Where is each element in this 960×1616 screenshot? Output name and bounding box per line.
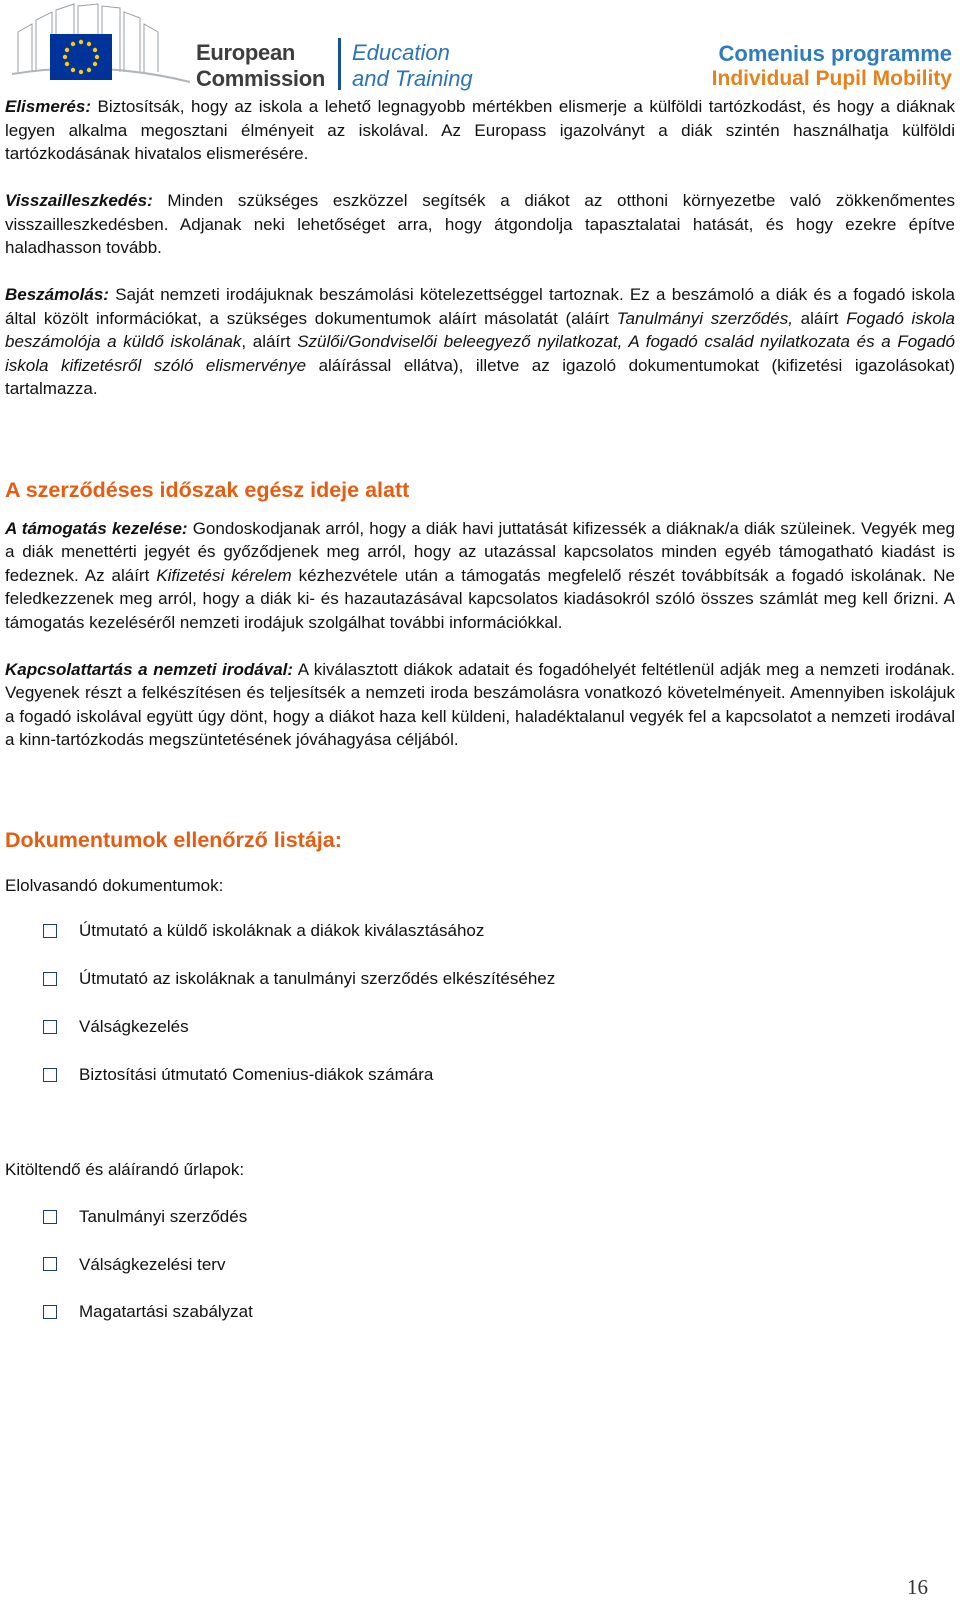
programme-title: Comenius programme bbox=[718, 41, 952, 66]
checkbox-icon[interactable] bbox=[43, 1068, 57, 1082]
checklist-item[interactable]: Válságkezelés bbox=[5, 1015, 955, 1039]
checklist-item[interactable]: Útmutató a küldő iskoláknak a diákok kiválasztásához bbox=[5, 919, 955, 943]
section-title-checklist: Dokumentumok ellenőrző listája: bbox=[5, 827, 342, 852]
header-divider bbox=[338, 38, 341, 90]
checkbox-icon[interactable] bbox=[43, 1305, 57, 1319]
checklist-item[interactable]: Magatartási szabályzat bbox=[5, 1300, 955, 1324]
checkbox-icon[interactable] bbox=[43, 924, 57, 938]
checkbox-icon[interactable] bbox=[43, 972, 57, 986]
paragraph-reintegration: Visszailleszkedés: Minden szükséges eszközzel segítsék a diákot az otthoni környezetbe való zökkenőmentes visszailleszkedésben. Adjanak neki lehetőséget arra, hogy átgondolja tapasztalatai hatását, és hogy ezekre építve haladhasson tovább. bbox=[5, 191, 955, 257]
checklist-item[interactable]: Biztosítási útmutató Comenius-diákok számára bbox=[5, 1063, 955, 1087]
checkbox-icon[interactable] bbox=[43, 1020, 57, 1034]
page-number: 16 bbox=[907, 1575, 928, 1599]
paragraph-recognition: Elismerés: Biztosítsák, hogy az iskola a lehető legnagyobb mértékben elismerje a külföldi tartózkodást, és hogy a diáknak legyen alkalma megosztani élményeit az iskolával. Az Europass igazolványt a diák szintén használhatja külföldi tartózkodásának hivatalos elismerésére. bbox=[5, 97, 955, 163]
european-commission-wordmark: European Commission bbox=[196, 40, 326, 91]
section-title-contract-period: A szerződéses időszak egész ideje alatt bbox=[5, 477, 410, 502]
paragraph-national-agency-contact: Kapcsolattartás a nemzeti irodával: A kiválasztott diákok adatait és fogadóhelyét feltétlenül adják meg a nemzeti irodának. Vegyenek részt a felkészítésen és teljesítsék a nemzeti iroda beszámolásra vonatkozó követelményeit. Amennyiben iskolájuk a fogadó iskolával együtt úgy dönt, hogy a diákot haza kell küldeni, haladéktalanul vegyék fel a kapcsolatot a nemzeti irodával a kinn-tartózkodás megszüntetésének jóváhagyása céljából. bbox=[5, 659, 956, 749]
read-documents-title: Elolvasandó dokumentumok: bbox=[5, 875, 224, 895]
paragraph-grant-management: A támogatás kezelése: Gondoskodjanak arról, hogy a diák havi juttatását kifizessék a diáknak/a diák szüleinek. Vegyék meg a diák menettérti jegyét és győződjenek meg arról, hogy az utazással kapcsolatos minden egyéb támogatható kiadást is fedeznek. Az aláírt Kifizetési kérelem kézhezvétele után a támogatás megfelelő részét továbbítsák a fogadó iskolának. Ne feledkezzenek meg arról, hogy a diák ki- és hazautazásával kapcsolatos kiadásokról szóló összes számlát meg kell őrizni. A támogatás kezeléséről nemzeti irodájuk szolgálhat további információkkal. bbox=[5, 518, 956, 632]
checkbox-icon[interactable] bbox=[43, 1257, 57, 1271]
european-commission-logo bbox=[12, 2, 190, 90]
checklist-item[interactable]: Tanulmányi szerződés bbox=[5, 1205, 955, 1229]
checklist-item[interactable]: Útmutató az iskoláknak a tanulmányi szerződés elkészítéséhez bbox=[5, 967, 955, 991]
education-training-wordmark: Education and Training bbox=[352, 40, 473, 91]
document-body bbox=[5, 95, 955, 1324]
programme-subtitle: Individual Pupil Mobility bbox=[711, 67, 952, 90]
checklist-item[interactable]: Válságkezelési terv bbox=[5, 1253, 955, 1277]
paragraph-reporting: Beszámolás: Saját nemzeti irodájuknak beszámolási kötelezettséggel tartoznak. Ez a beszámoló a diák és a fogadó iskola által közölt információkat, a szükséges dokumentumok aláírt másolatát (aláírt Tanulmányi szerződés, aláírt Fogadó iskola beszámolója a küldő iskolának, aláírt Szülői/Gondviselői beleegyező nyilatkozat, A fogadó család nyilatkozata és a Fogadó iskola kifizetésről szóló elismervénye aláírással ellátva), illetve az igazoló dokumentumokat (kifizetési igazolásokat) tartalmazza. bbox=[5, 285, 956, 398]
page-header bbox=[0, 0, 960, 92]
checkbox-icon[interactable] bbox=[43, 1210, 57, 1224]
forms-title: Kitöltendő és aláírandó űrlapok: bbox=[5, 1159, 245, 1179]
